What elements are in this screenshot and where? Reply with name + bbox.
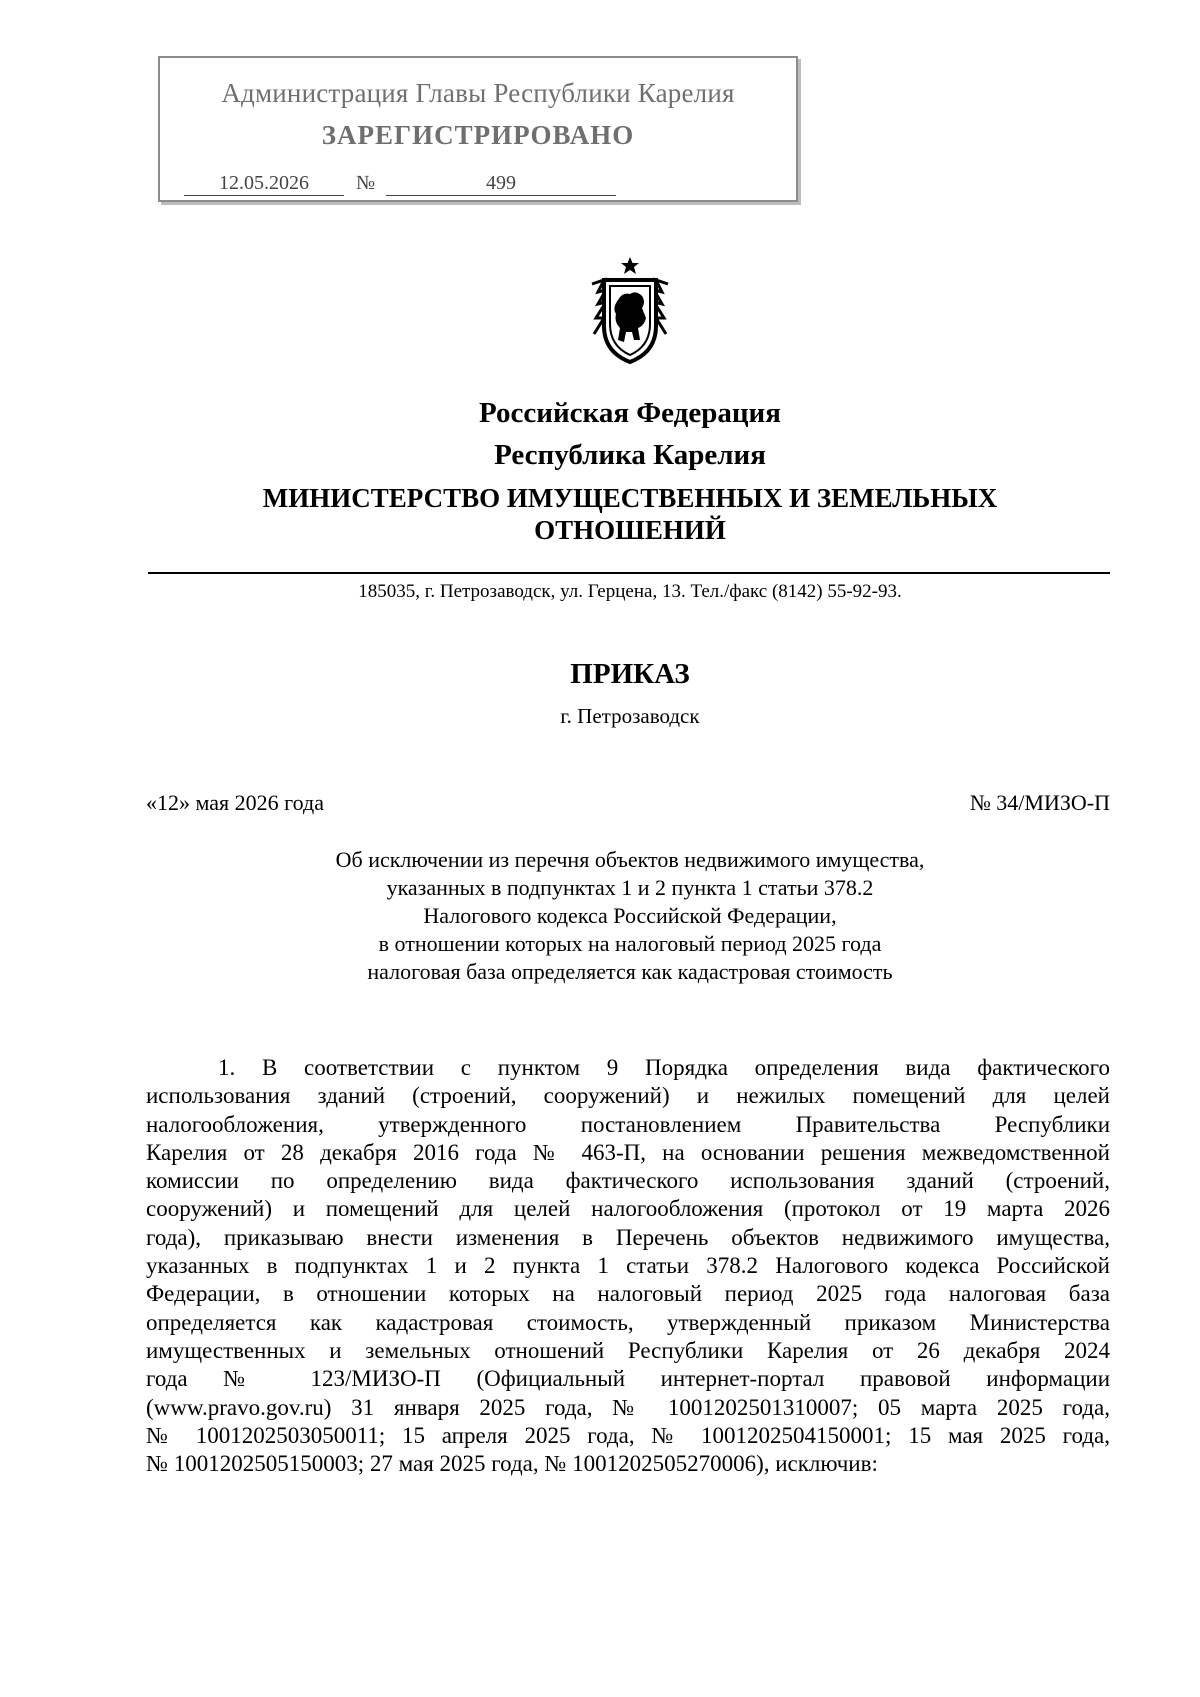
body-line: сооружений) и помещений для целей налогообложения (протокол от 19 марта 2026: [146, 1196, 1110, 1222]
header-ministry-line1: МИНИСТЕРСТВО ИМУЩЕСТВЕННЫХ И ЗЕМЕЛЬНЫХ: [262, 483, 998, 513]
subject-line: Налогового кодекса Российской Федерации,: [423, 903, 837, 928]
stamp-number-label: №: [356, 172, 376, 194]
subject-line: налоговая база определяется как кадастровая стоимость: [367, 959, 893, 984]
order-title: ПРИКАЗ: [570, 658, 690, 690]
order-city: г. Петрозаводск: [560, 704, 700, 728]
stamp-number: 499: [386, 172, 616, 196]
header-region: Республика Карелия: [494, 439, 766, 471]
subject-line: указанных в подпунктах 1 и 2 пункта 1 статьи 378.2: [386, 875, 874, 900]
body-line: (www.pravo.gov.ru) 31 января 2025 года, № 1001202501310007; 05 марта 2025 года,: [146, 1394, 1110, 1420]
stamp-organization: Администрация Главы Республики Карелия: [221, 78, 735, 108]
order-number: № 34/МИЗО-П: [969, 790, 1110, 815]
coat-of-arms-icon: [584, 256, 676, 368]
body-line: Карелия от 28 декабря 2016 года № 463-П, на основании решения межведомственной: [146, 1139, 1110, 1165]
body-line: имущественных и земельных отношений Республики Карелия от 26 декабря 2024: [146, 1337, 1110, 1363]
registration-stamp: [158, 56, 798, 202]
stamp-status: ЗАРЕГИСТРИРОВАНО: [321, 120, 635, 150]
body-line: года), приказываю внести изменения в Перечень объектов недвижимого имущества,: [146, 1224, 1110, 1250]
header-address: 185035, г. Петрозаводск, ул. Герцена, 13. Тел./факс (8142) 55-92-93.: [358, 581, 902, 602]
body-line: комиссии по определению вида фактического использования зданий (строений,: [146, 1168, 1110, 1194]
body-line: определяется как кадастровая стоимость, утвержденный приказом Министерства: [146, 1309, 1110, 1335]
header-divider: [148, 572, 1110, 574]
body-line: указанных в подпунктах 1 и 2 пункта 1 статьи 378.2 Налогового кодекса Российской: [146, 1253, 1110, 1279]
order-body-paragraph: [146, 1054, 1110, 1478]
subject-line: Об исключении из перечня объектов недвижимого имущества,: [335, 847, 925, 872]
body-line: № 1001202505150003; 27 мая 2025 года, № 1001202505270006), исключив:: [146, 1451, 878, 1477]
body-line: налогообложения, утвержденного постановлением Правительства Республики: [146, 1111, 1110, 1137]
order-subject: [0, 846, 1200, 986]
order-date: «12» мая 2026 года: [146, 790, 324, 815]
body-line: Федерации, в отношении которых на налоговый период 2025 года налоговая база: [146, 1281, 1110, 1307]
header-country: Российская Федерация: [479, 397, 781, 429]
body-line: № 1001202503050011; 15 апреля 2025 года, № 1001202504150001; 15 мая 2025 года,: [146, 1422, 1110, 1448]
body-line: 1. В соответствии с пунктом 9 Порядка определения вида фактического: [218, 1055, 1110, 1080]
stamp-date: 12.05.2026: [184, 172, 344, 196]
body-line: использования зданий (строений, сооружений) и нежилых помещений для целей: [146, 1083, 1110, 1109]
body-line: года № 123/МИЗО-П (Официальный интернет-портал правовой информации: [146, 1366, 1110, 1392]
subject-line: в отношении которых на налоговый период 2025 года: [378, 931, 882, 956]
header-ministry-line2: ОТНОШЕНИЙ: [534, 515, 726, 545]
